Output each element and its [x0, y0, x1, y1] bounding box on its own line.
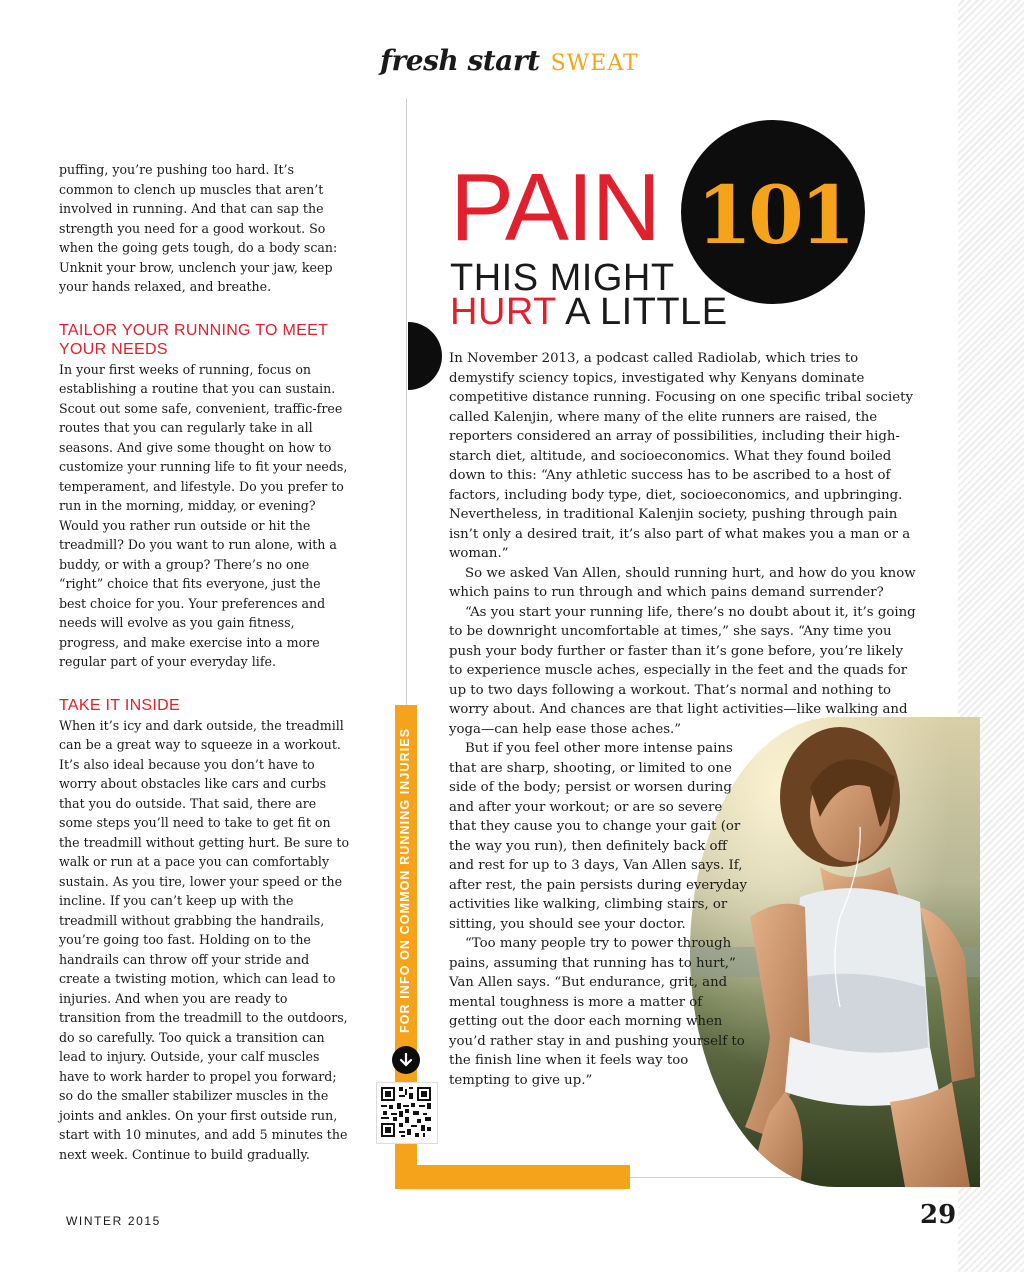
- section-heading-tailor: TAILOR YOUR RUNNING TO MEET YOUR NEEDS: [59, 321, 328, 358]
- badge-number: 101: [696, 168, 852, 262]
- section-heading-inside: TAKE IT INSIDE: [59, 696, 180, 714]
- section-body-tailor: In your first weeks of running, focus on establishing a routine that you can sustain. Scout out some safe, convenient, traffic-free routes that you can regularly take in all seasons. And give some thought on how to customize your running life to fit your needs, temperament, and lifestyle. Do you prefer to run in the morning, midday, or evening? Would you rather run outside or hit the treadmill? Do you want to run alone, with a buddy, or with a group? There’s no one “right” choice that fits everyone, just the best choice for you. Your preferences and needs will evolve as you gain fitness, progress, and make exercise into a more regular part of your everyday life.: [59, 361, 348, 669]
- page-number: 29: [920, 1200, 957, 1230]
- section-name: SWEAT: [550, 51, 639, 76]
- subtitle-highlight: HURT: [450, 291, 557, 333]
- subtitle-line-1: THIS MIGHT: [450, 257, 675, 299]
- left-intro-text: puffing, you’re pushing too hard. It’s common to clench up muscles that aren’t involved in running. And that can sap the strength you need for a good workout. So when the going gets tough, do a body scan: Unknit your brow, unclench your jaw, keep your hands relaxed, and breathe.: [59, 162, 338, 294]
- article-paragraph: “As you start your running life, there’s no doubt about it, it’s going to be downright uncomfortable at times,” she says. “Any time you push your body further or faster than it’s gone before, you’re likely to experience muscle aches, especially in the feet and the quads for up to two days following a workout. That’s normal and nothing to worry about. And chances are that light activities—like walking and yoga—can help ease those aches.”: [449, 604, 916, 737]
- section-body-inside: When it’s icy and dark outside, the treadmill can be a great way to squeeze in a workout. It’s also ideal because you don’t have to worry about obstacles like cars and curbs that you do outside. That said, there are some steps you’ll need to take to get fit on the treadmill without getting hurt. Be sure to walk or run at a pace you can comfortably sustain. As you tire, lower your speed or the incline. If you can’t keep up with the treadmill without grabbing the handrails, you’re going too fast. Holding on to the handrails can throw off your stride and create a twisting motion, which can lead to injuries. And when you are ready to transition from the treadmill to the outdoors, do so carefully. Too quick a transition can lead to injury. Outside, your calf muscles have to work harder to propel you forward; so do the smaller stabilizer muscles in the joints and ankles. On your first outside run, start with 10 minutes, and add 5 minutes the next week. Continue to build gradually.: [59, 717, 350, 1162]
- article-title: PAIN: [450, 154, 659, 261]
- arrow-down-icon[interactable]: [392, 1046, 420, 1074]
- subtitle-line-2: [450, 292, 728, 332]
- sidebar-orange-base: [395, 1165, 630, 1189]
- half-circle-ornament: [408, 322, 442, 390]
- badge-circle: [681, 120, 865, 304]
- article-body: [449, 349, 919, 1090]
- issue-label: WINTER 2015: [66, 1214, 161, 1228]
- article-paragraph-wrap: But if you feel other more intense pains that are sharp, shooting, or limited to one side of the body; persist or worsen during and after your workout; or are so severe that they cause you to change your gait (or the way you run), then definitely back off and rest for up to 3 days, Van Allen says. If, after rest, the pain persists during everyday activities like walking, climbing stairs, or sitting, you should see your doctor.: [449, 741, 748, 932]
- article-paragraph-wrap: “Too many people try to power through pains, assuming that running has to hurt,” Van Allen says. “But endurance, grit, and mental toughness is more a matter of getting out the door each morning when you’d rather stay in and pushing yourself to the finish line when it feels way too tempting to give up.”: [449, 936, 745, 1088]
- brand-name: fresh start: [380, 44, 540, 77]
- left-column: [59, 160, 351, 1164]
- sidebar-vertical-text: FOR INFO ON COMMON RUNNING INJURIES: [398, 727, 412, 1033]
- article-paragraph: So we asked Van Allen, should running hurt, and how do you know which pains to run through and which pains demand surrender?: [449, 565, 916, 600]
- subtitle-rest: A LITTLE: [556, 291, 728, 333]
- article-paragraph: In November 2013, a podcast called Radiolab, which tries to demystify sciency topics, investigated why Kenyans dominate competitive distance running. Focusing on one specific tribal society called Kalenjin, where many of the elite runners are raised, the reporters considered an array of possibilities, including their high-starch diet, altitude, and socioeconomics. What they found boiled down to this: “Any athletic success has to be ascribed to a host of factors, including body type, diet, socioeconomics, and upbringing. Nevertheless, in traditional Kalenjin society, pushing through pain isn’t only a desired trait, it’s also part of what makes you a man or a woman.”: [449, 351, 913, 561]
- section-header: [380, 44, 680, 77]
- qr-code-icon[interactable]: [376, 1082, 438, 1144]
